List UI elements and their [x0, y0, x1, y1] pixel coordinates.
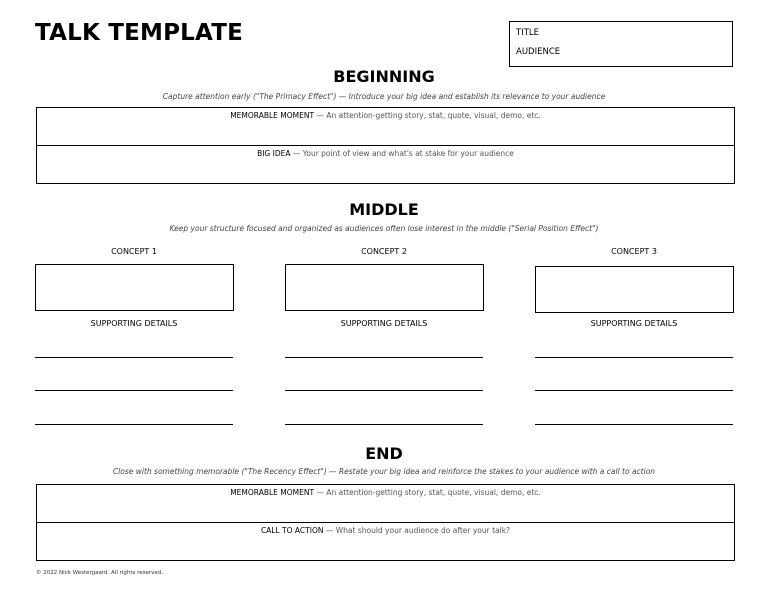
copyright-notice: © 2022 Nick Westergaard. All rights reserved. — [36, 570, 164, 576]
concept-2-details-label: SUPPORTING DETAILS — [340, 319, 428, 328]
beginning-heading: BEGINNING — [333, 67, 435, 86]
beginning-memorable-moment-row[interactable] — [37, 108, 734, 146]
row-hint: — An attention-getting story, stat, quote, visual, demo, etc. — [314, 488, 541, 497]
concept-1-details-label: SUPPORTING DETAILS — [90, 319, 178, 328]
concept-3-box[interactable] — [535, 266, 734, 313]
end-call-to-action-row[interactable] — [37, 523, 734, 560]
row-label: CALL TO ACTION — [260, 526, 324, 535]
concept-2-box[interactable] — [285, 264, 484, 311]
row-label: MEMORABLE MOMENT — [230, 111, 315, 120]
detail-line[interactable] — [535, 390, 733, 391]
detail-line[interactable] — [285, 390, 483, 391]
talk-meta-box — [509, 21, 733, 67]
row-label: MEMORABLE MOMENT — [230, 488, 315, 497]
page-title: TALK TEMPLATE — [35, 20, 244, 46]
concept-3-details-label: SUPPORTING DETAILS — [590, 319, 678, 328]
row-hint: — What should your audience do after your talk? — [323, 526, 511, 535]
end-memorable-moment-row[interactable] — [37, 485, 734, 523]
row-hint: — An attention-getting story, stat, quote, visual, demo, etc. — [314, 111, 541, 120]
concept-2-label: CONCEPT 2 — [361, 247, 407, 256]
middle-subtitle: Keep your structure focused and organized as audiences often lose interest in the middle ("Serial Position Effect") — [169, 224, 599, 233]
talk-audience-field[interactable]: AUDIENCE — [516, 47, 561, 57]
detail-line[interactable] — [285, 424, 483, 425]
beginning-box — [36, 107, 735, 184]
detail-line[interactable] — [35, 390, 233, 391]
talk-title-field[interactable]: TITLE — [516, 28, 539, 38]
end-heading: END — [365, 444, 403, 463]
row-hint: — Your point of view and what's at stake for your audience — [290, 149, 514, 158]
detail-line[interactable] — [535, 357, 733, 358]
concept-1-box[interactable] — [35, 264, 234, 311]
detail-line[interactable] — [535, 424, 733, 425]
middle-heading: MIDDLE — [349, 200, 419, 219]
beginning-subtitle: Capture attention early ("The Primacy Effect") — Introduce your big idea and establish its relevance to your audience — [162, 92, 606, 101]
detail-line[interactable] — [285, 357, 483, 358]
detail-line[interactable] — [35, 424, 233, 425]
concept-3-label: CONCEPT 3 — [611, 247, 657, 256]
end-box — [36, 484, 735, 561]
beginning-big-idea-row[interactable] — [37, 146, 734, 183]
row-label: BIG IDEA — [257, 149, 291, 158]
detail-line[interactable] — [35, 357, 233, 358]
concept-1-label: CONCEPT 1 — [111, 247, 157, 256]
end-subtitle: Close with something memorable ("The Recency Effect") — Restate your big idea and reinforce the stakes to your audience with a call to action — [112, 467, 656, 476]
